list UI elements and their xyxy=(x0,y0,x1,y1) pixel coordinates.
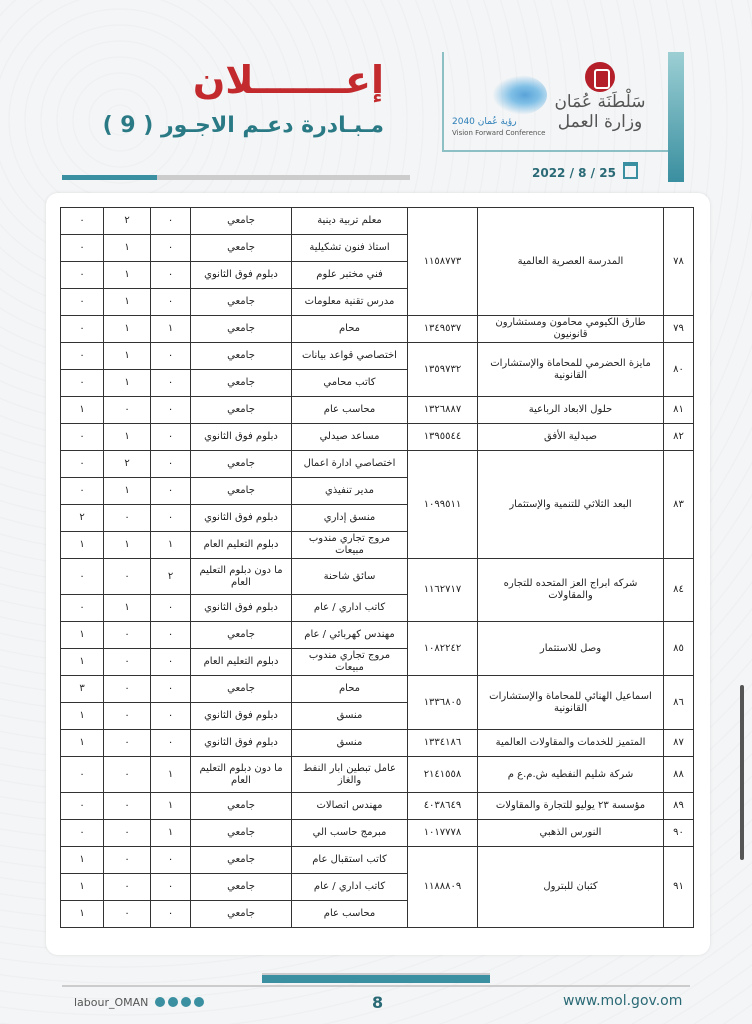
ministry-logo xyxy=(540,62,660,132)
registration-number: ٢١٤١٥٥٨ xyxy=(408,757,478,793)
vision-2040-logo xyxy=(452,75,552,135)
company-name: شركه ابراج العز المتحده للتجاره والمقاولات xyxy=(478,559,664,622)
job-title: مروج تجاري مندوب مبيعات xyxy=(292,532,408,559)
jobs-table xyxy=(60,207,694,928)
count-cell: ١ xyxy=(104,532,151,559)
table-row xyxy=(61,730,694,757)
count-cell: ١ xyxy=(104,235,151,262)
qualification: جامعي xyxy=(191,451,292,478)
qualification: جامعي xyxy=(191,316,292,343)
count-cell: ٠ xyxy=(151,676,191,703)
qualification: دبلوم التعليم العام xyxy=(191,649,292,676)
row-number: ٨٤ xyxy=(664,559,694,622)
count-cell: ٠ xyxy=(61,235,104,262)
qualification: دبلوم فوق الثانوي xyxy=(191,703,292,730)
count-cell: ١ xyxy=(61,901,104,928)
qualification: جامعي xyxy=(191,235,292,262)
qualification: جامعي xyxy=(191,820,292,847)
count-cell: ٠ xyxy=(61,370,104,397)
qualification: جامعي xyxy=(191,397,292,424)
count-cell: ١ xyxy=(61,730,104,757)
company-name: البعد الثلاثي للتنمية والإستثمار xyxy=(478,451,664,559)
registration-number: ١٣٤٩٥٣٧ xyxy=(408,316,478,343)
count-cell: ٠ xyxy=(104,703,151,730)
registration-number: ١٣٥٩٧٣٢ xyxy=(408,343,478,397)
registration-number: ١٠٨٢٢٤٢ xyxy=(408,622,478,676)
table-row xyxy=(61,757,694,793)
row-number: ٨٠ xyxy=(664,343,694,397)
registration-number: ١٣٢٦٨٨٧ xyxy=(408,397,478,424)
registration-number: ١١٨٨٨٠٩ xyxy=(408,847,478,928)
qualification: جامعي xyxy=(191,622,292,649)
count-cell: ٠ xyxy=(151,505,191,532)
count-cell: ٠ xyxy=(104,559,151,595)
count-cell: ١ xyxy=(61,649,104,676)
count-cell: ١ xyxy=(104,343,151,370)
scrollbar[interactable] xyxy=(740,685,744,860)
qualification: جامعي xyxy=(191,478,292,505)
table-row xyxy=(61,793,694,820)
date-row xyxy=(532,162,638,180)
count-cell: ٠ xyxy=(104,820,151,847)
count-cell: ٠ xyxy=(151,370,191,397)
vision-subtext: Vision Forward Conference xyxy=(452,129,546,137)
count-cell: ٠ xyxy=(104,397,151,424)
job-title: معلم تربية دينية xyxy=(292,208,408,235)
calendar-icon xyxy=(623,162,638,179)
job-title: مدرس تقنية معلومات xyxy=(292,289,408,316)
count-cell: ١ xyxy=(104,370,151,397)
count-cell: ٠ xyxy=(61,262,104,289)
company-name: مايزة الحضرمي للمحاماة والإستشارات القانونية xyxy=(478,343,664,397)
job-title: اختصاصي قواعد بيانات xyxy=(292,343,408,370)
job-title: منسق إداري xyxy=(292,505,408,532)
page-title: إعـــــــلان xyxy=(192,58,384,102)
count-cell: ١ xyxy=(151,316,191,343)
company-name: المتميز للخدمات والمقاولات العالمية xyxy=(478,730,664,757)
row-number: ٧٩ xyxy=(664,316,694,343)
table-row xyxy=(61,559,694,595)
count-cell: ٠ xyxy=(151,703,191,730)
table-row xyxy=(61,316,694,343)
job-title: عامل تبطين ابار النفط والغاز xyxy=(292,757,408,793)
count-cell: ١ xyxy=(104,316,151,343)
count-cell: ٠ xyxy=(61,793,104,820)
table-row xyxy=(61,622,694,649)
row-number: ٧٨ xyxy=(664,208,694,316)
instagram-icon[interactable] xyxy=(194,997,204,1007)
count-cell: ١ xyxy=(151,757,191,793)
registration-number: ١٠١٧٧٧٨ xyxy=(408,820,478,847)
qualification: ما دون دبلوم التعليم العام xyxy=(191,559,292,595)
twitter-icon[interactable] xyxy=(181,997,191,1007)
count-cell: ٠ xyxy=(61,757,104,793)
company-name: طارق الكيومي محامون ومستشارون قانونيون xyxy=(478,316,664,343)
count-cell: ٠ xyxy=(104,847,151,874)
registration-number: ٤٠٣٨٦٤٩ xyxy=(408,793,478,820)
count-cell: ٠ xyxy=(104,676,151,703)
table-row xyxy=(61,451,694,478)
header-divider xyxy=(62,175,410,180)
row-number: ٨٣ xyxy=(664,451,694,559)
ministry-name: سَلْطَنَة عُمَان وزارة العمل xyxy=(554,92,646,132)
registration-number: ١١٦٢٧١٧ xyxy=(408,559,478,622)
table-row xyxy=(61,208,694,235)
table-row xyxy=(61,676,694,703)
company-name: صيدلية الأفق xyxy=(478,424,664,451)
qualification: جامعي xyxy=(191,289,292,316)
date-text: 2022 / 8 / 25 xyxy=(532,166,616,180)
job-title: كاتب استقبال عام xyxy=(292,847,408,874)
footer-divider xyxy=(62,985,690,987)
job-title: مساعد صيدلي xyxy=(292,424,408,451)
job-title: كاتب اداري / عام xyxy=(292,595,408,622)
job-title: كاتب اداري / عام xyxy=(292,874,408,901)
job-title: سائق شاحنة xyxy=(292,559,408,595)
company-name: النورس الذهبي xyxy=(478,820,664,847)
row-number: ٨١ xyxy=(664,397,694,424)
count-cell: ٠ xyxy=(151,649,191,676)
count-cell: ١ xyxy=(104,478,151,505)
job-title: مهندس اتصالات xyxy=(292,793,408,820)
count-cell: ٠ xyxy=(61,451,104,478)
qualification: دبلوم فوق الثانوي xyxy=(191,262,292,289)
page-subtitle: مـبـادرة دعـم الاجـور ( 9 ) xyxy=(102,113,384,138)
count-cell: ١ xyxy=(151,820,191,847)
qualification: دبلوم التعليم العام xyxy=(191,532,292,559)
facebook-icon[interactable] xyxy=(155,997,165,1007)
count-cell: ١ xyxy=(151,793,191,820)
youtube-icon[interactable] xyxy=(168,997,178,1007)
count-cell: ١ xyxy=(61,703,104,730)
registration-number: ١٠٩٩٥١١ xyxy=(408,451,478,559)
count-cell: ٠ xyxy=(104,505,151,532)
qualification: جامعي xyxy=(191,208,292,235)
website-link[interactable]: www.mol.gov.om xyxy=(563,993,683,1009)
job-title: مبرمج حاسب الي xyxy=(292,820,408,847)
count-cell: ٠ xyxy=(61,478,104,505)
count-cell: ٠ xyxy=(151,451,191,478)
count-cell: ٢ xyxy=(151,559,191,595)
company-name: وصل للاستثمار xyxy=(478,622,664,676)
job-title: منسق xyxy=(292,703,408,730)
company-name: شركة شليم النفطيه ش.م.ع م xyxy=(478,757,664,793)
count-cell: ٠ xyxy=(61,820,104,847)
table-row xyxy=(61,343,694,370)
job-title: محاسب عام xyxy=(292,901,408,928)
count-cell: ١ xyxy=(61,622,104,649)
row-number: ٨٨ xyxy=(664,757,694,793)
row-number: ٩٠ xyxy=(664,820,694,847)
job-title: فني مختبر علوم xyxy=(292,262,408,289)
row-number: ٨٢ xyxy=(664,424,694,451)
count-cell: ١ xyxy=(104,289,151,316)
job-title: محاسب عام xyxy=(292,397,408,424)
row-number: ٩١ xyxy=(664,847,694,928)
count-cell: ٠ xyxy=(151,595,191,622)
qualification: جامعي xyxy=(191,874,292,901)
count-cell: ١ xyxy=(104,262,151,289)
qualification: ما دون دبلوم التعليم العام xyxy=(191,757,292,793)
count-cell: ٠ xyxy=(151,208,191,235)
count-cell: ٠ xyxy=(151,730,191,757)
vision-text: رؤية عُمان 2040 xyxy=(452,117,517,127)
company-name: مؤسسة ٢٣ يوليو للتجارة والمقاولات xyxy=(478,793,664,820)
social-handle-text: labour_OMAN xyxy=(74,996,149,1009)
count-cell: ١ xyxy=(61,847,104,874)
qualification: جامعي xyxy=(191,847,292,874)
count-cell: ٠ xyxy=(151,343,191,370)
job-title: مهندس كهربائي / عام xyxy=(292,622,408,649)
qualification: جامعي xyxy=(191,676,292,703)
count-cell: ٠ xyxy=(104,874,151,901)
job-title: مدير تنفيذي xyxy=(292,478,408,505)
count-cell: ٠ xyxy=(151,289,191,316)
registration-number: ١٣٣٦٨٠٥ xyxy=(408,676,478,730)
count-cell: ١ xyxy=(104,424,151,451)
qualification: دبلوم فوق الثانوي xyxy=(191,730,292,757)
count-cell: ٣ xyxy=(61,676,104,703)
company-name: اسماعيل الهنائي للمحاماة والإستشارات القانونية xyxy=(478,676,664,730)
count-cell: ٠ xyxy=(104,901,151,928)
qualification: دبلوم فوق الثانوي xyxy=(191,424,292,451)
count-cell: ٠ xyxy=(61,316,104,343)
count-cell: ١ xyxy=(61,397,104,424)
count-cell: ١ xyxy=(61,874,104,901)
table-row xyxy=(61,847,694,874)
job-title: محام xyxy=(292,676,408,703)
count-cell: ٠ xyxy=(61,208,104,235)
count-cell: ٢ xyxy=(104,208,151,235)
qualification: دبلوم فوق الثانوي xyxy=(191,505,292,532)
footer-accent-line xyxy=(262,975,490,983)
company-name: المدرسة العصرية العالمية xyxy=(478,208,664,316)
job-title: اختصاصي ادارة اعمال xyxy=(292,451,408,478)
count-cell: ٠ xyxy=(151,622,191,649)
table-row xyxy=(61,424,694,451)
qualification: جامعي xyxy=(191,793,292,820)
header-accent-bar xyxy=(668,52,684,182)
job-title: منسق xyxy=(292,730,408,757)
count-cell: ٠ xyxy=(151,397,191,424)
count-cell: ١ xyxy=(61,532,104,559)
row-number: ٨٥ xyxy=(664,622,694,676)
registration-number: ١١٥٨٧٧٣ xyxy=(408,208,478,316)
qualification: دبلوم فوق الثانوي xyxy=(191,595,292,622)
registration-number: ١٣٩٥٥٤٤ xyxy=(408,424,478,451)
company-name: حلول الابعاد الرباعية xyxy=(478,397,664,424)
count-cell: ٠ xyxy=(104,793,151,820)
count-cell: ١ xyxy=(151,532,191,559)
qualification: جامعي xyxy=(191,370,292,397)
job-title: مروج تجاري مندوب مبيعات xyxy=(292,649,408,676)
qualification: جامعي xyxy=(191,901,292,928)
count-cell: ٠ xyxy=(104,622,151,649)
count-cell: ٠ xyxy=(151,478,191,505)
social-handle[interactable] xyxy=(74,996,204,1009)
row-number: ٨٦ xyxy=(664,676,694,730)
row-number: ٨٩ xyxy=(664,793,694,820)
qualification: جامعي xyxy=(191,343,292,370)
table-row xyxy=(61,397,694,424)
company-name: كثبان للبترول xyxy=(478,847,664,928)
count-cell: ٠ xyxy=(104,757,151,793)
count-cell: ٠ xyxy=(61,595,104,622)
row-number: ٨٧ xyxy=(664,730,694,757)
registration-number: ١٣٣٤١٨٦ xyxy=(408,730,478,757)
count-cell: ٠ xyxy=(151,847,191,874)
job-title: محام xyxy=(292,316,408,343)
page-number: 8 xyxy=(372,993,384,1012)
count-cell: ٠ xyxy=(151,262,191,289)
count-cell: ٠ xyxy=(61,424,104,451)
count-cell: ٠ xyxy=(151,235,191,262)
globe-icon xyxy=(492,75,547,115)
job-title: كاتب محامي xyxy=(292,370,408,397)
count-cell: ٠ xyxy=(104,649,151,676)
count-cell: ٠ xyxy=(61,559,104,595)
count-cell: ٢ xyxy=(104,451,151,478)
job-title: استاذ فنون تشكيلية xyxy=(292,235,408,262)
count-cell: ١ xyxy=(104,595,151,622)
count-cell: ٠ xyxy=(61,343,104,370)
count-cell: ٠ xyxy=(151,424,191,451)
count-cell: ٢ xyxy=(61,505,104,532)
count-cell: ٠ xyxy=(151,901,191,928)
table-row xyxy=(61,820,694,847)
oman-emblem-icon xyxy=(585,62,615,92)
count-cell: ٠ xyxy=(61,289,104,316)
count-cell: ٠ xyxy=(151,874,191,901)
count-cell: ٠ xyxy=(104,730,151,757)
